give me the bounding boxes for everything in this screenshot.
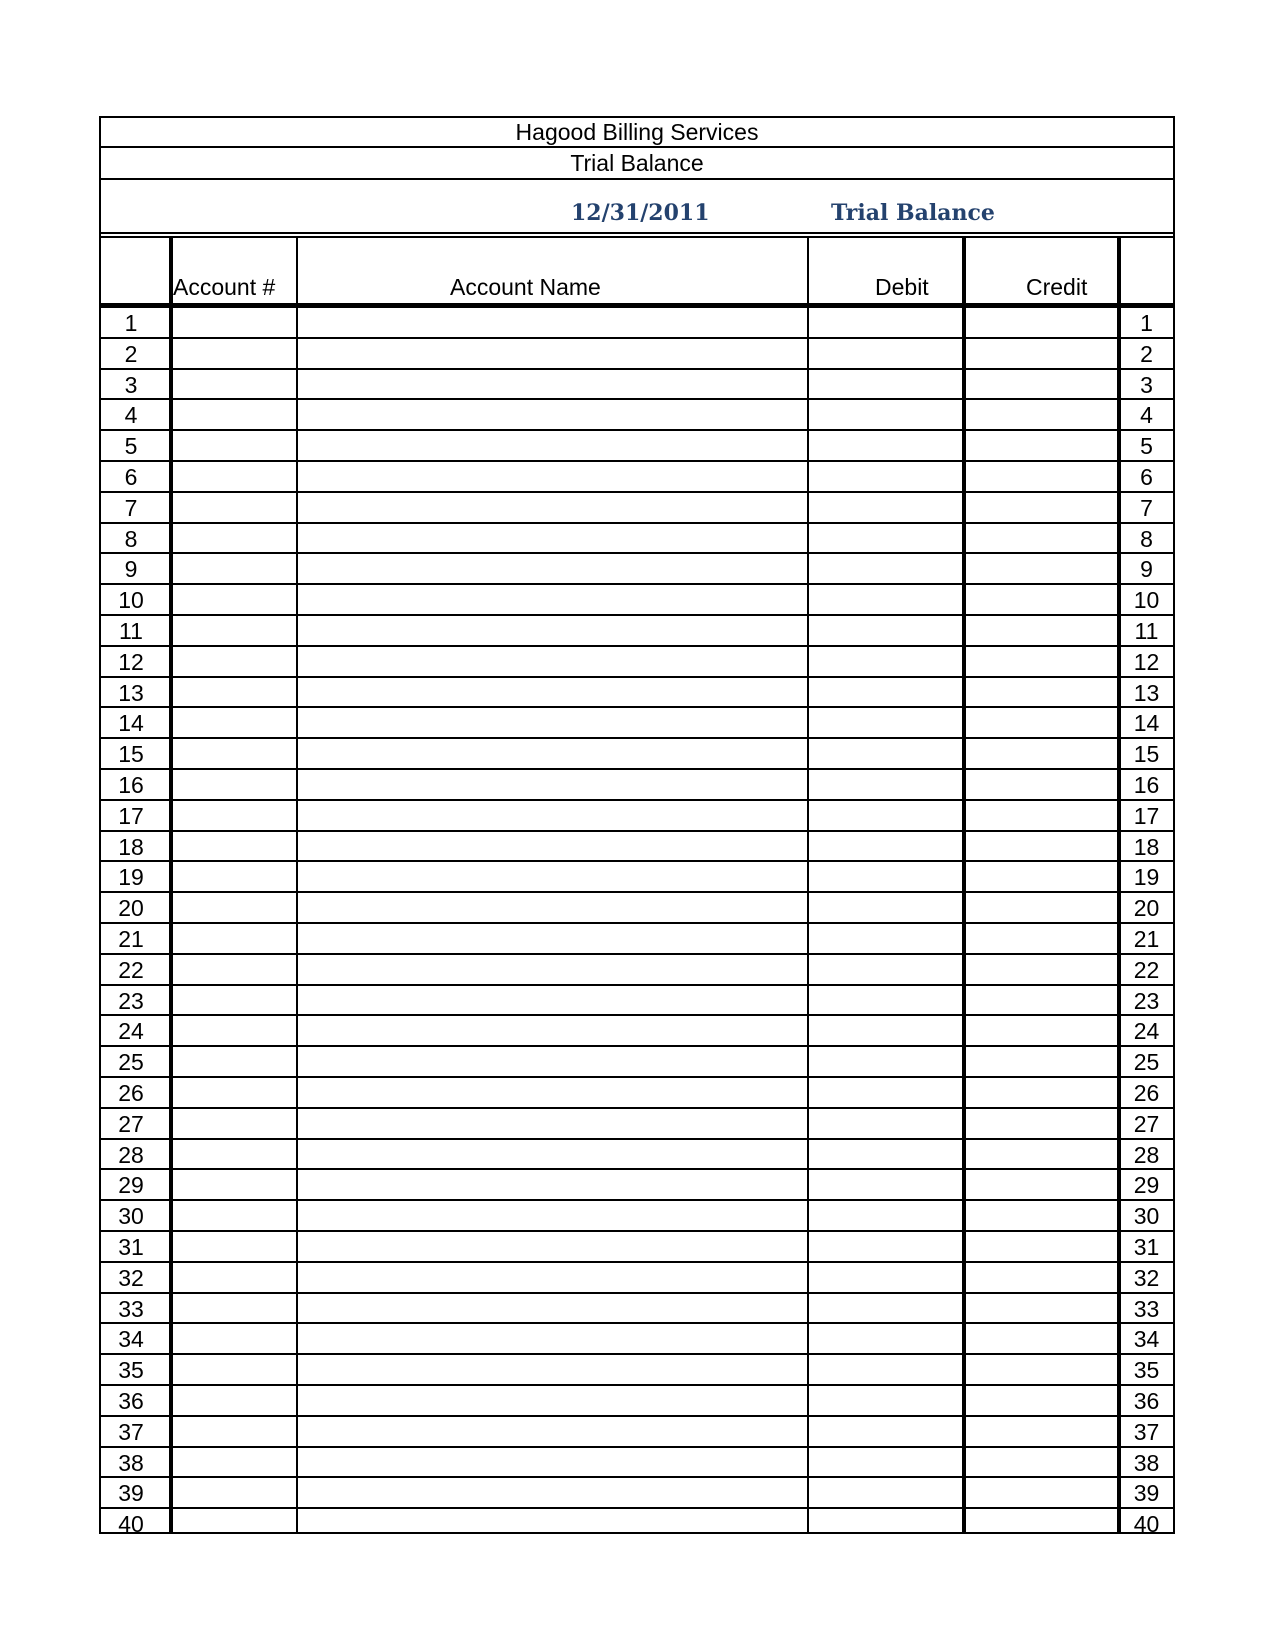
row-number-right: 22 (1133, 956, 1160, 983)
debit-cell[interactable] (809, 370, 962, 399)
table-row (101, 1109, 1173, 1140)
debit-cell[interactable] (809, 1140, 962, 1169)
account-name-cell[interactable] (298, 524, 807, 553)
account-name-cell[interactable] (298, 308, 807, 337)
account-name-cell[interactable] (298, 770, 807, 799)
credit-cell[interactable] (966, 462, 1117, 491)
credit-cell[interactable] (966, 1140, 1117, 1169)
table-row (101, 770, 1173, 801)
account-number-cell[interactable] (173, 1263, 296, 1292)
account-name-cell[interactable] (298, 1232, 807, 1261)
row-number-right: 3 (1140, 371, 1153, 398)
account-name-cell[interactable] (298, 955, 807, 984)
account-number-cell[interactable] (173, 370, 296, 399)
account-number-cell[interactable] (173, 1201, 296, 1230)
row-number-right: 1 (1140, 310, 1153, 336)
debit-cell[interactable] (809, 739, 962, 768)
table-row (101, 1047, 1173, 1078)
column-header-row (101, 238, 1173, 308)
credit-cell[interactable] (966, 1355, 1117, 1384)
account-name-cell[interactable] (298, 1170, 807, 1199)
ledger-rows (101, 308, 1173, 1538)
credit-cell[interactable] (966, 524, 1117, 553)
account-name-cell[interactable] (298, 1509, 807, 1540)
row-number-right: 31 (1133, 1234, 1160, 1260)
table-row (101, 862, 1173, 893)
table-row (101, 1386, 1173, 1417)
row-number-left: 31 (118, 1234, 144, 1260)
row-number-right: 32 (1133, 1264, 1160, 1291)
trial-balance-form (99, 116, 1175, 1538)
credit-cell[interactable] (966, 616, 1117, 645)
debit-cell[interactable] (809, 1417, 962, 1446)
account-name-cell[interactable] (298, 1140, 807, 1169)
debit-cell[interactable] (809, 1448, 962, 1477)
debit-cell[interactable] (809, 678, 962, 707)
table-row (101, 1324, 1173, 1355)
table-row (101, 893, 1173, 924)
row-number-left: 11 (119, 618, 143, 644)
debit-cell[interactable] (809, 1355, 962, 1384)
report-label: Trial Balance (831, 200, 995, 226)
table-row (101, 554, 1173, 585)
credit-cell[interactable] (966, 1478, 1117, 1507)
row-number-right: 27 (1133, 1110, 1160, 1137)
credit-cell[interactable] (966, 339, 1117, 368)
row-number-right: 6 (1140, 464, 1153, 490)
account-number-cell[interactable] (173, 924, 296, 953)
row-number-left: 26 (118, 1080, 144, 1106)
credit-cell[interactable] (966, 1386, 1117, 1415)
account-name-cell[interactable] (298, 1109, 807, 1138)
row-number-left: 35 (118, 1357, 144, 1384)
credit-cell[interactable] (966, 1263, 1117, 1292)
column-divider (169, 238, 173, 1532)
account-number-cell[interactable] (173, 462, 296, 491)
account-name-cell[interactable] (298, 462, 807, 491)
row-number-left: 34 (118, 1326, 144, 1353)
report-date: 12/31/2011 (571, 200, 710, 226)
debit-cell[interactable] (809, 308, 962, 337)
row-number-left: 12 (118, 648, 144, 675)
row-number-left: 30 (118, 1203, 144, 1230)
account-number-cell[interactable] (173, 647, 296, 676)
column-divider (962, 238, 966, 1532)
table-row (101, 400, 1173, 431)
debit-cell[interactable] (809, 1509, 962, 1540)
table-row (101, 616, 1173, 647)
debit-cell[interactable] (809, 524, 962, 553)
credit-cell[interactable] (966, 770, 1117, 799)
row-number-left: 7 (124, 494, 138, 521)
debit-cell[interactable] (809, 801, 962, 830)
row-number-left: 22 (118, 956, 144, 983)
account-name-cell[interactable] (298, 339, 807, 368)
account-number-cell[interactable] (173, 739, 296, 768)
table-row (101, 1201, 1173, 1232)
row-number-left: 8 (124, 525, 138, 552)
account-number-cell[interactable] (173, 1078, 296, 1107)
table-row (101, 339, 1173, 370)
credit-cell[interactable] (966, 1417, 1117, 1446)
table-row (101, 1478, 1173, 1509)
col-debit: Debit (875, 274, 929, 300)
account-number-cell[interactable] (173, 770, 296, 799)
row-number-left: 32 (118, 1264, 144, 1291)
row-number-right: 11 (1134, 618, 1159, 644)
account-number-cell[interactable] (173, 616, 296, 645)
debit-cell[interactable] (809, 1047, 962, 1076)
credit-cell[interactable] (966, 1078, 1117, 1107)
row-number-right: 37 (1133, 1418, 1160, 1445)
debit-cell[interactable] (809, 862, 962, 891)
credit-cell[interactable] (966, 647, 1117, 676)
account-number-cell[interactable] (173, 1170, 296, 1199)
account-name-cell[interactable] (298, 1417, 807, 1446)
account-name-cell[interactable] (298, 893, 807, 922)
row-number-left: 2 (124, 340, 138, 367)
account-name-cell[interactable] (298, 862, 807, 891)
debit-cell[interactable] (809, 616, 962, 645)
account-number-cell[interactable] (173, 1324, 296, 1353)
account-name-cell[interactable] (298, 616, 807, 645)
account-name-cell[interactable] (298, 585, 807, 614)
debit-cell[interactable] (809, 339, 962, 368)
credit-cell[interactable] (966, 1016, 1117, 1045)
row-number-right: 16 (1133, 772, 1160, 798)
account-name-cell[interactable] (298, 493, 807, 522)
account-number-cell[interactable] (173, 1448, 296, 1477)
account-name-cell[interactable] (298, 708, 807, 737)
account-number-cell[interactable] (173, 1355, 296, 1384)
row-number-left: 36 (118, 1388, 144, 1414)
debit-cell[interactable] (809, 493, 962, 522)
credit-cell[interactable] (966, 708, 1117, 737)
row-number-right: 18 (1133, 833, 1160, 860)
account-name-cell[interactable] (298, 986, 807, 1015)
row-number-right: 24 (1133, 1018, 1160, 1045)
account-number-cell[interactable] (173, 339, 296, 368)
row-number-right: 23 (1133, 987, 1160, 1014)
col-account-name: Account Name (450, 274, 601, 300)
row-number-left: 5 (124, 433, 138, 460)
account-number-cell[interactable] (173, 585, 296, 614)
row-number-right: 33 (1133, 1295, 1160, 1322)
credit-cell[interactable] (966, 431, 1117, 460)
row-number-left: 10 (118, 587, 144, 614)
row-number-left: 17 (118, 802, 144, 829)
table-row (101, 585, 1173, 616)
account-name-cell[interactable] (298, 1355, 807, 1384)
row-number-right: 12 (1133, 648, 1160, 675)
debit-cell[interactable] (809, 1263, 962, 1292)
account-name-cell[interactable] (298, 1016, 807, 1045)
account-name-cell[interactable] (298, 924, 807, 953)
credit-cell[interactable] (966, 1448, 1117, 1477)
account-number-cell[interactable] (173, 986, 296, 1015)
debit-cell[interactable] (809, 1232, 962, 1261)
table-row (101, 462, 1173, 493)
credit-cell[interactable] (966, 1324, 1117, 1353)
table-row (101, 1448, 1173, 1479)
row-number-left: 16 (118, 772, 144, 798)
table-row (101, 1509, 1173, 1540)
account-number-cell[interactable] (173, 1386, 296, 1415)
credit-cell[interactable] (966, 955, 1117, 984)
debit-cell[interactable] (809, 955, 962, 984)
table-row (101, 1263, 1173, 1294)
table-row (101, 1016, 1173, 1047)
account-name-cell[interactable] (298, 1263, 807, 1292)
account-number-cell[interactable] (173, 1140, 296, 1169)
table-row (101, 647, 1173, 678)
row-number-right: 38 (1133, 1449, 1160, 1476)
account-name-cell[interactable] (298, 801, 807, 830)
debit-cell[interactable] (809, 1324, 962, 1353)
account-number-cell[interactable] (173, 524, 296, 553)
row-number-right: 8 (1140, 525, 1153, 552)
account-name-cell[interactable] (298, 1078, 807, 1107)
credit-cell[interactable] (966, 862, 1117, 891)
account-number-cell[interactable] (173, 1478, 296, 1507)
row-number-left: 40 (118, 1511, 144, 1538)
account-name-cell[interactable] (298, 1448, 807, 1477)
column-divider (1117, 238, 1121, 1532)
account-name-cell[interactable] (298, 832, 807, 861)
row-number-right: 34 (1133, 1326, 1160, 1353)
row-number-right: 17 (1133, 802, 1160, 829)
debit-cell[interactable] (809, 708, 962, 737)
table-row (101, 524, 1173, 555)
credit-cell[interactable] (966, 1232, 1117, 1261)
account-number-cell[interactable] (173, 308, 296, 337)
row-number-right: 19 (1133, 864, 1160, 891)
account-number-cell[interactable] (173, 862, 296, 891)
row-number-left: 14 (118, 710, 144, 737)
credit-cell[interactable] (966, 678, 1117, 707)
account-number-cell[interactable] (173, 1109, 296, 1138)
debit-cell[interactable] (809, 647, 962, 676)
table-row (101, 493, 1173, 524)
table-row (101, 308, 1173, 339)
debit-cell[interactable] (809, 770, 962, 799)
credit-cell[interactable] (966, 1201, 1117, 1230)
account-number-cell[interactable] (173, 1417, 296, 1446)
company-name: Hagood Billing Services (101, 118, 1173, 148)
col-account-number: Account # (173, 274, 276, 300)
row-number-left: 3 (124, 371, 138, 398)
debit-cell[interactable] (809, 1170, 962, 1199)
row-number-left: 18 (118, 833, 144, 860)
account-number-cell[interactable] (173, 893, 296, 922)
table-row (101, 1170, 1173, 1201)
credit-cell[interactable] (966, 986, 1117, 1015)
row-number-right: 40 (1133, 1511, 1160, 1538)
credit-cell[interactable] (966, 585, 1117, 614)
row-number-left: 15 (118, 741, 144, 768)
credit-cell[interactable] (966, 400, 1117, 429)
row-number-left: 38 (118, 1449, 144, 1476)
account-number-cell[interactable] (173, 1016, 296, 1045)
account-number-cell[interactable] (173, 678, 296, 707)
row-number-right: 13 (1133, 679, 1160, 706)
table-row (101, 739, 1173, 770)
credit-cell[interactable] (966, 832, 1117, 861)
account-name-cell[interactable] (298, 1201, 807, 1230)
table-row (101, 1355, 1173, 1386)
credit-cell[interactable] (966, 924, 1117, 953)
debit-cell[interactable] (809, 1016, 962, 1045)
table-row (101, 1078, 1173, 1109)
row-number-left: 13 (118, 679, 144, 706)
row-number-right: 28 (1133, 1141, 1160, 1168)
row-number-right: 14 (1133, 710, 1160, 737)
column-divider (807, 238, 809, 1532)
credit-cell[interactable] (966, 801, 1117, 830)
table-row (101, 431, 1173, 462)
table-row (101, 1232, 1173, 1263)
table-row (101, 370, 1173, 401)
row-number-left: 39 (118, 1480, 144, 1507)
table-row (101, 1140, 1173, 1171)
table-row (101, 955, 1173, 986)
row-number-right: 35 (1133, 1357, 1160, 1384)
report-title: Trial Balance (101, 148, 1173, 180)
account-number-cell[interactable] (173, 955, 296, 984)
account-name-cell[interactable] (298, 370, 807, 399)
account-number-cell[interactable] (173, 400, 296, 429)
row-number-right: 4 (1140, 402, 1153, 429)
account-number-cell[interactable] (173, 431, 296, 460)
table-row (101, 924, 1173, 955)
row-number-left: 21 (118, 926, 144, 952)
debit-cell[interactable] (809, 1386, 962, 1415)
row-number-right: 10 (1133, 587, 1160, 614)
account-number-cell[interactable] (173, 493, 296, 522)
row-number-left: 37 (118, 1418, 144, 1445)
row-number-right: 26 (1133, 1080, 1160, 1106)
credit-cell[interactable] (966, 370, 1117, 399)
row-number-right: 29 (1133, 1172, 1160, 1199)
account-name-cell[interactable] (298, 647, 807, 676)
row-number-right: 30 (1133, 1203, 1160, 1230)
account-number-cell[interactable] (173, 554, 296, 583)
credit-cell[interactable] (966, 1170, 1117, 1199)
row-number-right: 36 (1133, 1388, 1160, 1414)
row-number-left: 28 (118, 1141, 144, 1168)
debit-cell[interactable] (809, 1201, 962, 1230)
account-name-cell[interactable] (298, 554, 807, 583)
row-number-right: 5 (1140, 433, 1153, 460)
debit-cell[interactable] (809, 1109, 962, 1138)
credit-cell[interactable] (966, 739, 1117, 768)
row-number-right: 20 (1133, 895, 1160, 922)
row-number-left: 1 (124, 310, 138, 336)
row-number-right: 7 (1140, 494, 1153, 521)
row-number-left: 20 (118, 895, 144, 922)
table-row (101, 708, 1173, 739)
account-number-cell[interactable] (173, 708, 296, 737)
row-number-left: 9 (124, 556, 138, 583)
debit-cell[interactable] (809, 1294, 962, 1323)
account-name-cell[interactable] (298, 1478, 807, 1507)
debit-cell[interactable] (809, 893, 962, 922)
date-row (101, 180, 1173, 234)
account-name-cell[interactable] (298, 400, 807, 429)
row-number-left: 25 (118, 1049, 144, 1076)
debit-cell[interactable] (809, 462, 962, 491)
account-number-cell[interactable] (173, 1509, 296, 1540)
account-name-cell[interactable] (298, 431, 807, 460)
debit-cell[interactable] (809, 585, 962, 614)
account-number-cell[interactable] (173, 1232, 296, 1261)
debit-cell[interactable] (809, 400, 962, 429)
row-number-right: 25 (1133, 1049, 1160, 1076)
col-credit: Credit (1026, 274, 1088, 300)
row-number-right: 2 (1140, 340, 1153, 367)
table-row (101, 1294, 1173, 1325)
row-number-right: 21 (1133, 926, 1160, 952)
account-number-cell[interactable] (173, 801, 296, 830)
account-number-cell[interactable] (173, 832, 296, 861)
debit-cell[interactable] (809, 431, 962, 460)
account-name-cell[interactable] (298, 739, 807, 768)
row-number-right: 9 (1140, 556, 1153, 583)
table-row (101, 832, 1173, 863)
account-number-cell[interactable] (173, 1047, 296, 1076)
row-number-right: 39 (1133, 1480, 1160, 1507)
row-number-left: 6 (124, 464, 138, 490)
credit-cell[interactable] (966, 1109, 1117, 1138)
table-row (101, 986, 1173, 1017)
credit-cell[interactable] (966, 493, 1117, 522)
row-number-left: 19 (118, 864, 144, 891)
row-number-left: 33 (118, 1295, 144, 1322)
account-number-cell[interactable] (173, 1294, 296, 1323)
account-name-cell[interactable] (298, 1294, 807, 1323)
account-name-cell[interactable] (298, 1047, 807, 1076)
account-name-cell[interactable] (298, 1324, 807, 1353)
table-row (101, 1417, 1173, 1448)
row-number-left: 4 (124, 402, 138, 429)
row-number-left: 27 (118, 1110, 144, 1137)
credit-cell[interactable] (966, 1047, 1117, 1076)
debit-cell[interactable] (809, 832, 962, 861)
credit-cell[interactable] (966, 1509, 1117, 1540)
debit-cell[interactable] (809, 554, 962, 583)
credit-cell[interactable] (966, 1294, 1117, 1323)
table-row (101, 678, 1173, 709)
table-row (101, 801, 1173, 832)
credit-cell[interactable] (966, 554, 1117, 583)
column-divider (296, 238, 298, 1532)
row-number-left: 29 (118, 1172, 144, 1199)
row-number-right: 15 (1133, 741, 1160, 768)
account-name-cell[interactable] (298, 1386, 807, 1415)
row-number-left: 23 (118, 987, 144, 1014)
row-number-left: 24 (118, 1018, 144, 1045)
debit-cell[interactable] (809, 1478, 962, 1507)
account-name-cell[interactable] (298, 678, 807, 707)
debit-cell[interactable] (809, 924, 962, 953)
credit-cell[interactable] (966, 308, 1117, 337)
credit-cell[interactable] (966, 893, 1117, 922)
debit-cell[interactable] (809, 1078, 962, 1107)
debit-cell[interactable] (809, 986, 962, 1015)
